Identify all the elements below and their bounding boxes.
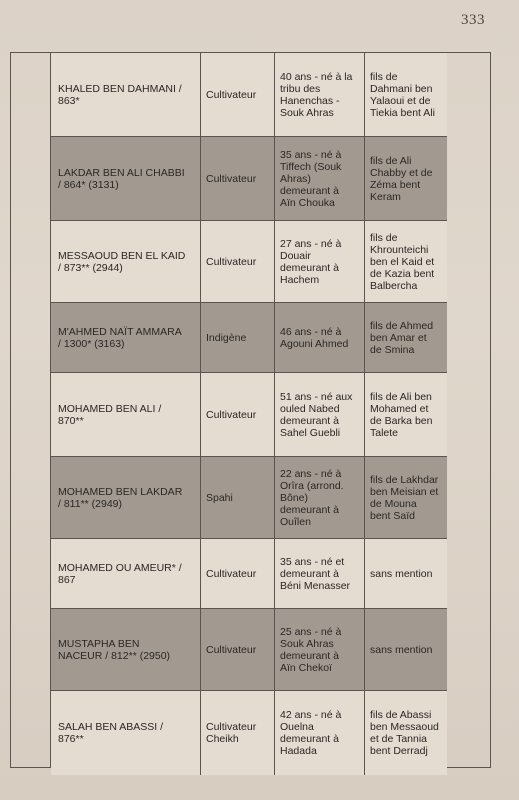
parents-cell: sans mention xyxy=(370,567,433,580)
occupation-cell: Cultivateur xyxy=(201,221,275,302)
name-cell: MESSAOUD BEN EL KAID / 873** (2944) xyxy=(51,221,201,302)
birth-cell: 35 ans - né et demeurant à Béni Menasser xyxy=(275,539,365,608)
table-row xyxy=(51,539,447,609)
name-cell: KHALED BEN DAHMANI / 863* xyxy=(51,53,201,136)
occupation-cell: Cultivateur xyxy=(201,609,275,690)
parents-cell: fils de Khrounteichi ben el Kaid et de Kazia bent Balbercha xyxy=(370,231,435,292)
birth-cell: 25 ans - né à Souk Ahras demeurant à Aïn Chekoï xyxy=(275,609,365,690)
occupation-cell: Cultivateur xyxy=(201,373,275,456)
page-number: 333 xyxy=(461,12,485,28)
name-cell: MOHAMED OU AMEUR* / 867 xyxy=(51,539,201,608)
name-cell: SALAH BEN ABASSI / 876** xyxy=(51,691,201,775)
parents-cell: sans mention xyxy=(370,643,433,656)
occupation-cell: Cultivateur xyxy=(201,539,275,608)
parents-cell: fils de Ali ben Mohamed et de Barka ben Talete xyxy=(370,390,433,439)
name-cell: MOHAMED BEN ALI / 870** xyxy=(51,373,201,456)
parents-cell: fils de Abassi ben Messaoud et de Tannia bent Derradj xyxy=(370,709,439,757)
birth-cell: 42 ans - né à Ouelna demeurant à Hadada xyxy=(275,691,365,775)
occupation-cell: Cultivateur xyxy=(201,137,275,220)
parents-cell: fils de Ali Chabby et de Zéma bent Keram xyxy=(370,154,433,203)
table-row xyxy=(51,609,447,691)
occupation-cell: Cultivateur Cheikh xyxy=(201,691,275,775)
table-row xyxy=(51,691,447,775)
occupation-cell: Spahi xyxy=(201,457,275,538)
birth-cell: 51 ans - né aux ouled Nabed demeurant à Sahel Guebli xyxy=(275,373,365,456)
occupation-cell: Cultivateur xyxy=(201,53,275,136)
table-body xyxy=(51,53,447,775)
birth-cell: 35 ans - né à Tiffech (Souk Ahras) demeurant à Aïn Chouka xyxy=(275,137,365,220)
birth-cell: 40 ans - né à la tribu des Hanenchas - Souk Ahras xyxy=(275,53,365,136)
name-cell: M'AHMED NAÏT AMMARA / 1300* (3163) xyxy=(51,303,201,372)
records-table xyxy=(10,52,491,768)
table-row xyxy=(51,373,447,457)
table-right-margin-column xyxy=(445,53,490,767)
parents-cell: fils de Dahmani ben Yalaoui et de Tiekia bent Ali xyxy=(370,70,435,119)
table-left-margin-column xyxy=(11,53,51,767)
name-cell: MOHAMED BEN LAKDAR / 811** (2949) xyxy=(51,457,201,538)
birth-cell: 46 ans - né à Agouni Ahmed xyxy=(275,303,365,372)
birth-cell: 27 ans - né à Douair demeurant à Hachem xyxy=(275,221,365,302)
table-row xyxy=(51,137,447,221)
occupation-cell: Indigène xyxy=(201,303,275,372)
birth-cell: 22 ans - né à Orîra (arrond. Bône) demeurant à Ouîlen xyxy=(275,457,365,538)
table-row xyxy=(51,457,447,539)
parents-cell: fils de Ahmed ben Amar et de Smina xyxy=(370,319,434,356)
table-row xyxy=(51,53,447,137)
table-row xyxy=(51,303,447,373)
name-cell: LAKDAR BEN ALI CHABBI / 864* (3131) xyxy=(51,137,201,220)
table-row xyxy=(51,221,447,303)
name-cell: MUSTAPHA BEN NACEUR / 812** (2950) xyxy=(51,609,201,690)
parents-cell: fils de Lakhdar ben Meisian et de Mouna bent Saïd xyxy=(370,473,439,522)
